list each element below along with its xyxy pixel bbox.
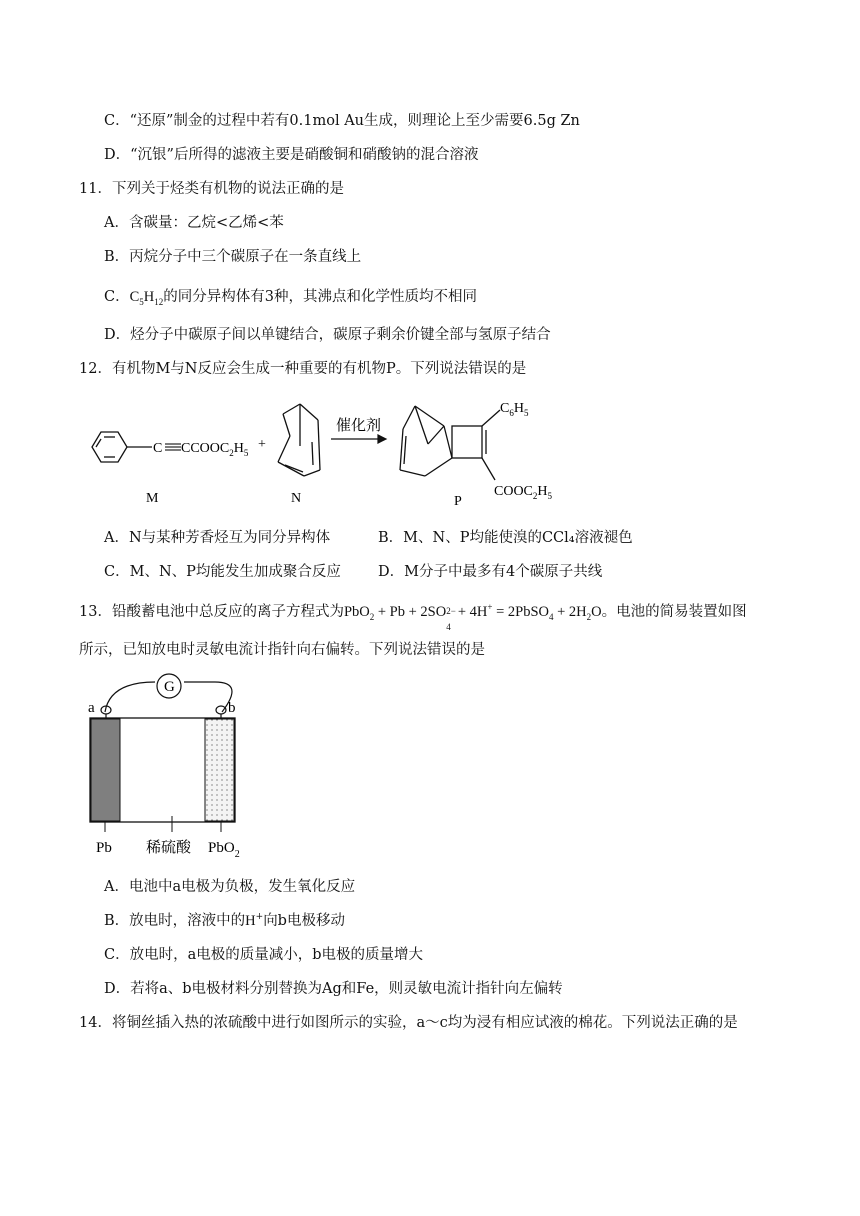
terminal-b-label: b [228,700,236,716]
q11-option-c: C．$C_5H_{12}$的同分异构体有3种，其沸点和化学性质均不相同 [104,289,477,307]
q13-option-c: C．放电时，a电极的质量减小，b电极的质量增大 [104,947,424,963]
p-phenyl-group: $C_6H_5$ [500,401,529,418]
acid-label: 稀硫酸 [146,840,192,856]
q13-option-a: A．电池中a电极为负极，发生氧化反应 [104,879,356,895]
c5h12-formula: $C_5H_{12}$ [129,289,164,307]
q13-option-d: D．若将a、b电极材料分别替换为Ag和Fe，则灵敏电流计指针向左偏转 [104,981,563,997]
catalyst-label: 催化剂 [336,418,382,434]
m-carbon: C [153,441,163,456]
q11-stem: 11．下列关于烃类有机物的说法正确的是 [79,181,344,197]
plus-sign: + [258,437,266,452]
q12-stem: 12．有机物M与N反应会生成一种重要的有机物P。下列说法错误的是 [79,361,527,377]
q12-option-d: D．M分子中最多有4个碳原子共线 [378,564,603,580]
q13-stem-line2: 所示，已知放电时灵敏电流计指针向右偏转。下列说法错误的是 [79,642,485,658]
pb-label: Pb [96,840,112,856]
galvanometer-label: G [164,679,175,695]
q11-option-d: D．烃分子中碳原子间以单键结合，碳原子剩余价键全部与氢原子结合 [104,327,551,343]
q10-option-c: C．“还原”制金的过程中若有0.1mol Au生成，则理论上至少需要6.5g Zn [104,113,580,129]
label-p: P [454,494,462,509]
m-ester-group: $CCOOC_2H_5$ [181,441,249,458]
benzene-ring [92,432,152,462]
q12-option-c: C．M、N、P均能发生加成聚合反应 [104,564,341,580]
q10-option-d: D．“沉银”后所得的滤液主要是硝酸铜和硝酸钠的混合溶液 [104,147,479,163]
lead-acid-equation: PbO$_2$ + Pb + 2SO 2− 4 + 4H+ = 2PbSO$_4$ + $2H_2O$ [343,602,602,632]
norbornadiene-structure [278,404,320,476]
terminal-a-label: a [88,700,95,716]
q13-option-b: B．放电时，溶液中的H+向b电极移动 [104,912,345,929]
hydrogen-ion: H [245,913,256,929]
battery-diagram [70,668,370,868]
q13-stem-line1: 13．铅酸蓄电池中总反应的离子方程式为PbO$_2$ + Pb + 2SO 2− 4 + 4H+ = 2PbSO$_4$ + $2H_2O$。电池的简易装置如图 [79,602,747,632]
q11-option-b: B．丙烷分子中三个碳原子在一条直线上 [104,249,362,265]
p-ester-group: $COOC_2H_5$ [494,484,553,501]
reaction-arrow [331,435,386,443]
q14-stem: 14．将铜丝插入热的浓硫酸中进行如图所示的实验，a～c均为浸有相应试液的棉花。下列说法正确的是 [79,1015,738,1031]
triple-bond [165,444,181,450]
reaction-scheme [0,392,860,522]
pbo2-label: PbO$_2$ [208,840,240,860]
q11-option-a: A．含碳量：乙烷<乙烯<苯 [104,215,284,231]
label-m: M [146,491,159,506]
pb-electrode [91,719,120,821]
pbo2-electrode [205,719,234,821]
q12-option-a: A．N与某种芳香烃互为同分异构体 [104,530,331,546]
label-n: N [291,491,302,506]
q12-option-b: B．M、N、P均能使溴的CCl₄溶液褪色 [378,530,633,546]
product-structure [400,406,500,480]
